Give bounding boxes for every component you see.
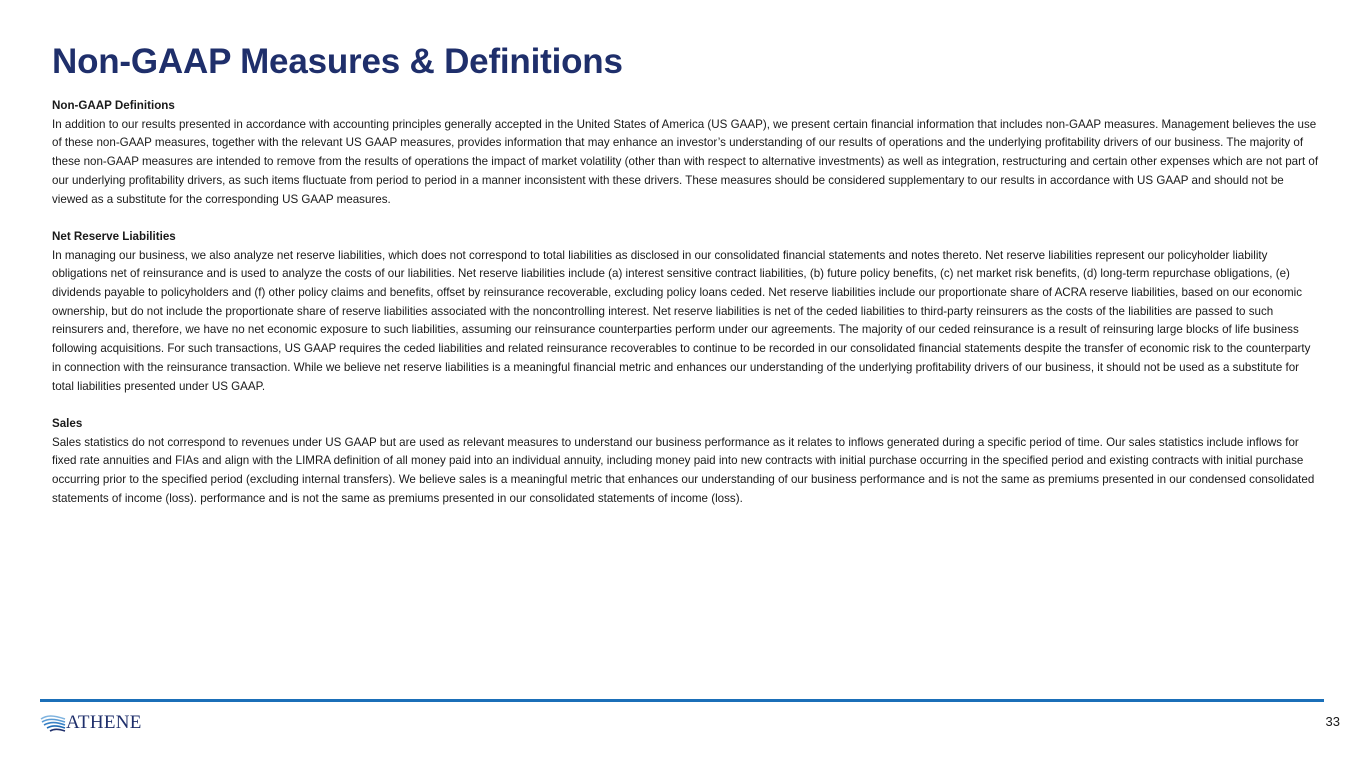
section-heading: Net Reserve Liabilities <box>52 229 176 243</box>
logo-wordmark: ATHENE <box>66 712 142 733</box>
page-number: 33 <box>1325 714 1340 729</box>
athene-logo <box>40 711 142 735</box>
slide-title: Non-GAAP Measures & Definitions <box>52 42 623 81</box>
footer-divider <box>40 699 1324 702</box>
section-heading: Non-GAAP Definitions <box>52 99 175 112</box>
section-body: In managing our business, we also analyze net reserve liabilities, which does not correspond to total liabilities as disclosed in our consolidated financial statements and notes thereto. Net reserve liabilities represent our policyholder liability obligations net of reinsurance and is used to analyze the costs of our liabilities. Net reserve liabilities include (a) interest sensitive contract liabilities, (b) future policy benefits, (c) net market risk benefits, (d) long-term repurchase obligations, (e) dividends payable to policyholders and (f) other policy claims and benefits, offset by reinsurance recoverable, excluding policy loans ceded. Net reserve liabilities include our proportionate share of ACRA reserve liabilities, based on our economic ownership, but do not include the proportionate share of reserve liabilities associated with the noncontrolling interest. Net reserve liabilities is net of the ceded liabilities to third-party reinsurers as the costs of the liabilities are passed to such reinsurers and, therefore, we have no net economic exposure to such liabilities, assuming our reinsurance counterparties perform under our agreements. The majority of our ceded reinsurance is a result of reinsuring large blocks of life business following acquisitions. For such transactions, US GAAP requires the ceded liabilities and related reinsurance recoverables to continue to be recorded in our consolidated financial statements despite the transfer of economic risk to the counterparty in connection with the reinsurance transaction. While we believe net reserve liabilities is a meaningful financial metric and enhances our understanding of the underlying profitability drivers of our business, it should not be used as a substitute for total liabilities presented under US GAAP. <box>52 248 1311 393</box>
section-net-reserve-liabilities <box>52 228 1322 396</box>
athene-wave-icon <box>40 712 66 734</box>
section-sales <box>52 415 1322 509</box>
section-heading: Sales <box>52 416 83 430</box>
slide-content <box>52 97 1322 527</box>
section-non-gaap-definitions <box>52 97 1322 209</box>
section-body: Sales statistics do not correspond to revenues under US GAAP but are used as relevant measures to understand our business performance as it relates to inflows generated during a specific period of time. Our sales statistics include inflows for fixed rate annuities and FIAs and align with the LIMRA definition of all money paid into an individual annuity, including money paid into new contracts with initial purchase occurring in the specified period and existing contracts with initial purchase occurring prior to the specified period (excluding internal transfers). We believe sales is a meaningful metric that enhances our understanding of our business performance and is not the same as premiums presented in our condensed consolidated statements of income (loss). performance and is not the same as premiums presented in our consolidated statements of income (loss). <box>52 435 1315 505</box>
section-body: In addition to our results presented in accordance with accounting principles generally accepted in the United States of America (US GAAP), we present certain financial information that includes non-GAAP measures. Management believes the use of these non-GAAP measures, together with the relevant US GAAP measures, provides information that may enhance an investor’s understanding of our results of operations and the underlying profitability drivers of our business. The majority of these non-GAAP measures are intended to remove from the results of operations the impact of market volatility (other than with respect to alternative investments) as well as integration, restructuring and certain other expenses which are not part of our underlying profitability drivers, as such items fluctuate from period to period in a manner inconsistent with these drivers. These measures should be considered supplementary to our results in accordance with US GAAP and should not be viewed as a substitute for the corresponding US GAAP measures. <box>52 117 1319 206</box>
